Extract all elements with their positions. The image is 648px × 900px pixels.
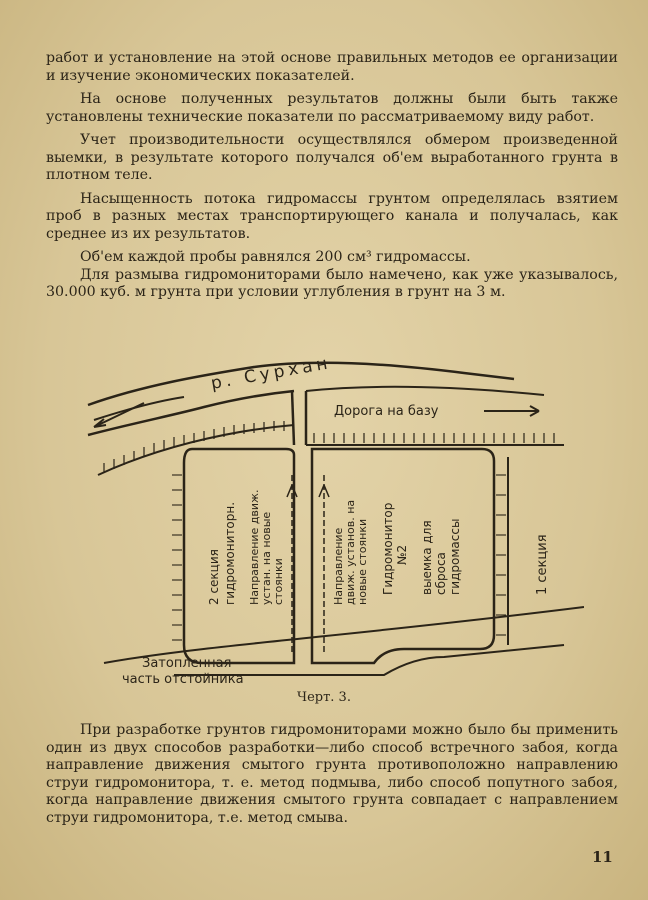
text-bottom	[46, 722, 618, 833]
river-middle-line	[94, 397, 184, 420]
road-hatching	[314, 433, 554, 443]
paragraph: Об'ем каждой пробы равнялся 200 см³ гидромассы.	[80, 249, 471, 265]
monitor2-line: Гидромонитор	[381, 502, 395, 595]
flooded-tank-line	[104, 607, 584, 663]
paragraph: Для размыва гидромониторами было намечено, как уже указывалось, 30.000 куб. м грунта при условии углубления в грунт на 3 м.	[46, 266, 618, 300]
direction-left-line: Направление движ.	[248, 489, 261, 605]
section2-line: 2 секция	[207, 549, 221, 605]
section1-label: 1 секция	[535, 534, 550, 595]
section2-label	[207, 502, 237, 605]
road-label: Дорога на базу	[334, 404, 439, 419]
site-diagram	[84, 345, 584, 690]
paragraph: На основе полученных результатов должны были быть также установлены технические показатели по рассматриваемому виду работ.	[46, 91, 618, 125]
monitor2-label	[381, 503, 409, 595]
paragraph: работ и установление на этой основе правильных методов ее организации и изучение экономических показателей.	[46, 50, 618, 84]
road-upper-line	[306, 387, 544, 395]
direction-right-label	[332, 500, 369, 605]
excavation-line: гидромассы	[448, 518, 462, 595]
section2-line: гидромониторн.	[223, 501, 237, 605]
direction-left-label	[248, 490, 285, 605]
direction-right-line: новые стоянки	[356, 518, 369, 605]
paragraph: При разработке грунтов гидромониторами можно было бы применить один из двух способов разработки—либо способ встречного забоя, когда направление движения смытого грунта противоположно направлению струи гидромонитора, т. е. метод подмыва, либо способ попутного забоя, когда направление движения смытого грунта совпадает с направлением струи гидромонитора, т.е. метод смыва.	[46, 722, 618, 826]
paragraph: Учет производительности осуществлялся обмером произведенной выемки, в результате которого получался об'ем выработанного грунта в плотном теле.	[46, 132, 618, 183]
direction-left-line: устан. на новые	[260, 511, 273, 605]
excavation-label	[420, 519, 462, 595]
river-label: р. Сурхан	[209, 353, 333, 394]
page-number: 11	[592, 848, 613, 866]
pit-left-outline	[184, 449, 294, 663]
monitor2-line: №2	[395, 544, 409, 565]
channel-left-wall	[292, 391, 294, 445]
excavation-line: сброса	[434, 552, 448, 595]
figure-caption: Черт. 3.	[297, 690, 351, 705]
paragraph: Насыщенность потока гидромассы грунтом определялась взятием проб в разных местах транспортирующего канала и получалась, как среднее из их результатов.	[46, 190, 618, 242]
road-arrow	[484, 406, 539, 416]
text-top	[46, 50, 618, 308]
direction-right-line: Направление	[332, 527, 345, 605]
flooded-label-line2: часть отстойника	[122, 672, 244, 687]
flooded-label-line1: Затопленная	[142, 656, 232, 671]
outer-lower-bank	[174, 645, 564, 675]
direction-right-line: движ. установ. на	[344, 499, 357, 605]
direction-left-line: стоянки	[272, 558, 285, 605]
excavation-line: выемка для	[420, 520, 434, 595]
